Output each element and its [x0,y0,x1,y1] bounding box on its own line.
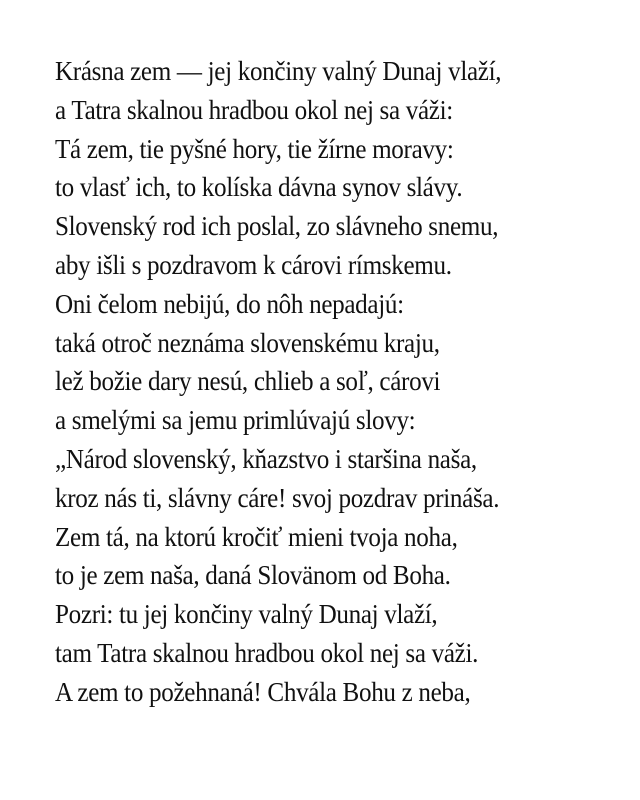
poem-line: Slovenský rod ich poslal, zo slávneho snemu, [55,211,499,242]
poem-line: kroz nás ti, slávny cáre! svoj pozdrav prináša. [55,482,500,513]
poem-line: lež božie dary nesú, chlieb a soľ, cárovi [55,366,441,397]
poem-line: aby išli s pozdravom k cárovi rímskemu. [55,249,452,280]
poem-line: taká otroč neznáma slovenskému kraju, [55,327,440,358]
poem-line: Oni čelom nebijú, do nôh nepadajú: [55,288,404,319]
poem-line: Zem tá, na ktorú kročiť mieni tvoja noha, [55,521,458,552]
poem-line: Pozri: tu jej končiny valný Dunaj vlaží, [55,599,438,630]
poem-line: „Národ slovenský, kňazstvo i staršina naša, [55,443,477,474]
poem-line: Tá zem, tie pyšné hory, tie žírne moravy: [55,133,454,164]
poem-line: Krásna zem — jej končiny valný Dunaj vlaží, [55,56,502,86]
poem-line: tam Tatra skalnou hradbou okol nej sa váži. [55,637,479,668]
poem-text [55,52,535,712]
poem-line: to vlasť ich, to kolíska dávna synov slávy. [55,172,463,203]
poem-line: to je zem naša, daná Slovänom od Boha. [55,560,451,591]
poem-line: a Tatra skalnou hradbou okol nej sa váži: [55,94,453,125]
poem-line: A zem to požehnaná! Chvála Bohu z neba, [55,676,471,707]
poem-line: a smelými sa jemu primlúvajú slovy: [55,405,416,436]
